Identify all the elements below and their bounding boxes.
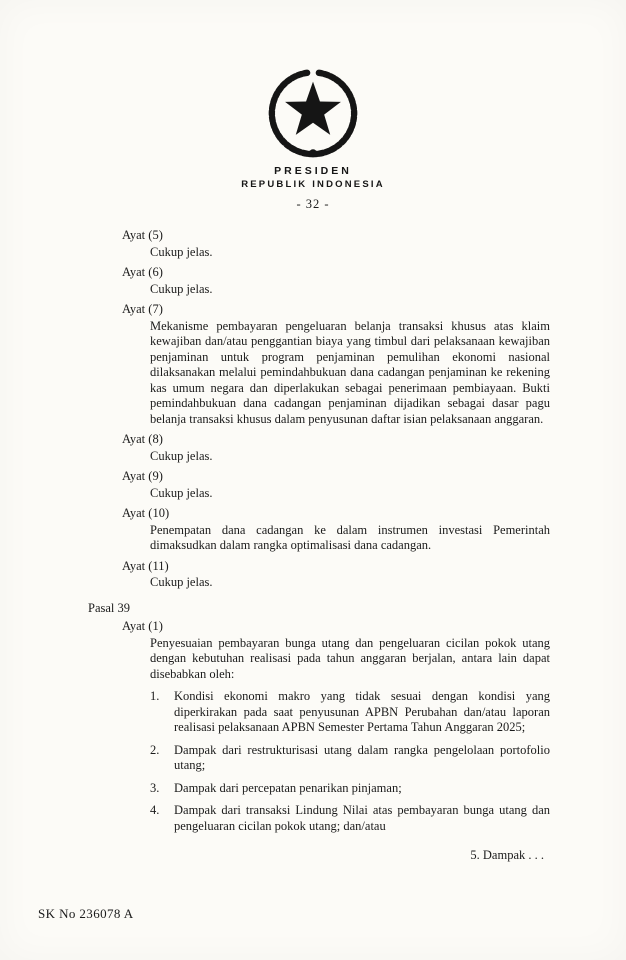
- header-title-republik-indonesia: REPUBLIK INDONESIA: [241, 179, 385, 190]
- ayat-section-pasal39-1: [88, 619, 550, 834]
- ayat-section-5: [88, 228, 550, 260]
- ayat-section-9: [88, 469, 550, 501]
- list-item-text: Dampak dari restrukturisasi utang dalam rangka pengelolaan portofolio utang;: [174, 742, 550, 772]
- ayat-label: Ayat (11): [122, 558, 169, 573]
- ayat-intro-text: Penyesuaian pembayaran bunga utang dan pengeluaran cicilan pokok utang dengan kebutuhan realisasi pada tahun anggaran berjalan, antara lain dapat disebabkan oleh:: [150, 635, 550, 681]
- ayat-body: [150, 636, 550, 835]
- ayat-section-7: [88, 302, 550, 427]
- ayat-label: Ayat (9): [122, 469, 163, 483]
- star-icon: [285, 82, 341, 135]
- ayat-section-10: [88, 506, 550, 554]
- list-item-number: 3.: [150, 780, 160, 795]
- ayat-label: Ayat (1): [122, 619, 163, 633]
- numbered-list: [150, 689, 550, 834]
- document-header: [0, 0, 626, 212]
- presidential-emblem-icon: [263, 64, 363, 160]
- list-item-text: Dampak dari transaksi Lindung Nilai atas pembayaran bunga utang dan pengeluaran cicilan pokok utang; dan/atau: [174, 803, 550, 833]
- list-item-number: 2.: [150, 742, 160, 757]
- list-item: [150, 803, 550, 834]
- list-item-text: Dampak dari percepatan penarikan pinjaman;: [174, 780, 402, 795]
- ayat-body: Mekanisme pembayaran pengeluaran belanja transaksi khusus atas klaim kewajiban dan/atau penggantian biaya yang timbul dari pelaksanaan kewajiban penjaminan untuk program penjaminan pemulihan ekonomi nasional dilaksanakan melalui pemindahbukuan dana cadangan penjaminan ke rekening kas umum negara dan diperlakukan sebagai penerimaan pembiayaan. Bukti pemindahbukuan dana cadangan penjaminan dijadikan sebagai dasar pagu belanja transaksi khusus dalam penyusunan daftar isian pelaksanaan anggaran.: [150, 318, 550, 426]
- document-body: [0, 228, 626, 864]
- list-item-number: 4.: [150, 803, 160, 817]
- list-item-text: Kondisi ekonomi makro yang tidak sesuai dengan kondisi yang diperkirakan pada saat penyusunan APBN Perubahan dan/atau laporan realisasi pelaksanaan APBN Semester Pertama Tahun Anggaran 2025;: [174, 689, 550, 734]
- ayat-label: Ayat (7): [122, 302, 163, 316]
- header-title-presiden: PRESIDEN: [274, 165, 352, 177]
- ayat-label: Ayat (10): [122, 506, 170, 520]
- ayat-body: Cukup jelas.: [150, 575, 213, 589]
- list-item: [150, 743, 550, 774]
- ayat-body: Cukup jelas.: [150, 244, 213, 259]
- ayat-section-11: [88, 559, 550, 591]
- ayat-label: Ayat (8): [122, 432, 163, 446]
- list-item-number: 1.: [150, 689, 160, 703]
- list-item: [150, 781, 550, 797]
- ayat-body: Penempatan dana cadangan ke dalam instrumen investasi Pemerintah dimaksudkan dalam rangka optimalisasi dana cadangan.: [150, 522, 550, 552]
- document-footer: [38, 906, 134, 922]
- page-number: - 32 -: [296, 197, 330, 211]
- wreath-knot-icon: [309, 149, 317, 157]
- pasal-heading: Pasal 39: [88, 600, 131, 615]
- ayat-section-8: [88, 432, 550, 464]
- sk-number: SK No 236078 A: [38, 906, 134, 921]
- ayat-label: Ayat (5): [122, 228, 163, 242]
- continuation-marker: 5. Dampak . . .: [470, 848, 544, 862]
- ayat-label: Ayat (6): [122, 265, 163, 279]
- ayat-body: Cukup jelas.: [150, 485, 213, 500]
- garuda-wreath-star-icon: [264, 64, 362, 160]
- ayat-section-6: [88, 265, 550, 297]
- list-item: [150, 689, 550, 736]
- ayat-body: Cukup jelas.: [150, 281, 213, 296]
- ayat-body: Cukup jelas.: [150, 448, 213, 463]
